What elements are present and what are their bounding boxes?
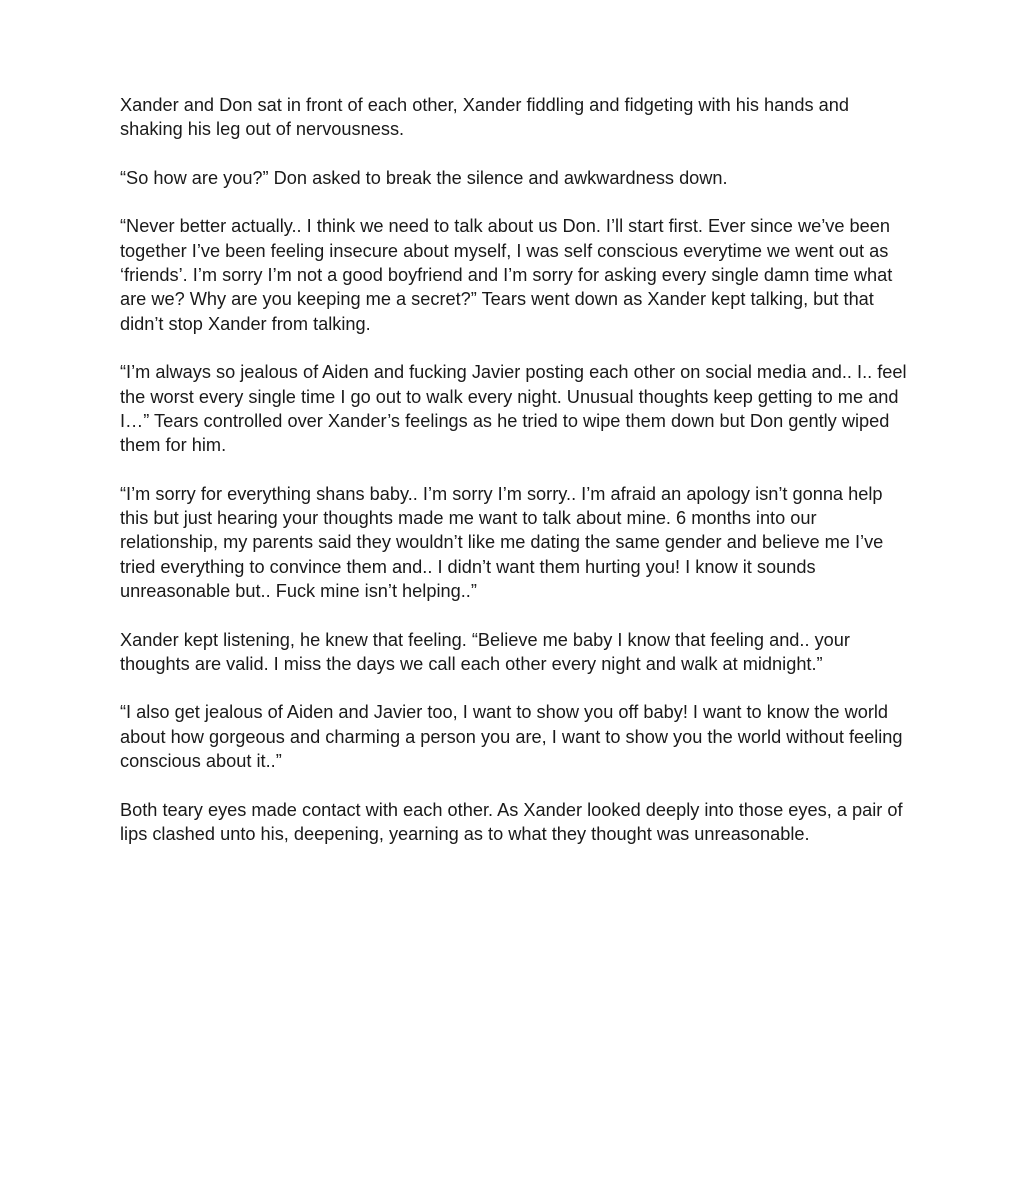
paragraph-1: Xander and Don sat in front of each other, Xander fiddling and fidgeting with his hands and shaking his leg out of nervousness. — [120, 95, 850, 140]
paragraph-8: Both teary eyes made contact with each other. As Xander looked deeply into those eyes, a pair of lips clashed unto his, deepening, yearning as to what they thought was unreasonable. — [120, 799, 903, 844]
paragraph-5: “I’m sorry for everything shans baby.. I’m sorry I’m sorry.. I’m afraid an apology isn’t gonna help this but just hearing your thoughts made me want to talk about mine. 6 months into our relationship, my parents said they wouldn’t like me dating the same gender and believe me I’ve tried everything to convince them and.. I didn’t want them hurting you! I know it sounds unreasonable but.. Fuck mine isn’t helping..” — [120, 483, 884, 601]
paragraph-4: “I’m always so jealous of Aiden and fucking Javier posting each other on social media and.. I.. feel the worst every single time I go out to walk every night. Unusual thoughts keep getting to me and I…” Tears controlled over Xander’s feelings as he tried to wipe them down but Don gently wiped them for him. — [120, 362, 907, 456]
paragraph-7: “I also get jealous of Aiden and Javier too, I want to show you off baby! I want to know the world about how gorgeous and charming a person you are, I want to show you the world without feeling conscious about it..” — [120, 702, 903, 772]
paragraph-2: “So how are you?” Don asked to break the silence and awkwardness down. — [120, 167, 728, 188]
paragraph-6: Xander kept listening, he knew that feeling. “Believe me baby I know that feeling and.. your thoughts are valid. I miss the days we call each other every night and walk at midnight.” — [120, 629, 850, 674]
document-body — [120, 93, 910, 871]
paragraph-3: “Never better actually.. I think we need to talk about us Don. I’ll start first. Ever since we’ve been together I’ve been feeling insecure about myself, I was self conscious everytime we went out as ‘friends’. I’m sorry I’m not a good boyfriend and I’m sorry for asking every single damn time what are we? Why are you keeping me a secret?” Tears went down as Xander kept talking, but that didn’t stop Xander from talking. — [120, 216, 893, 334]
